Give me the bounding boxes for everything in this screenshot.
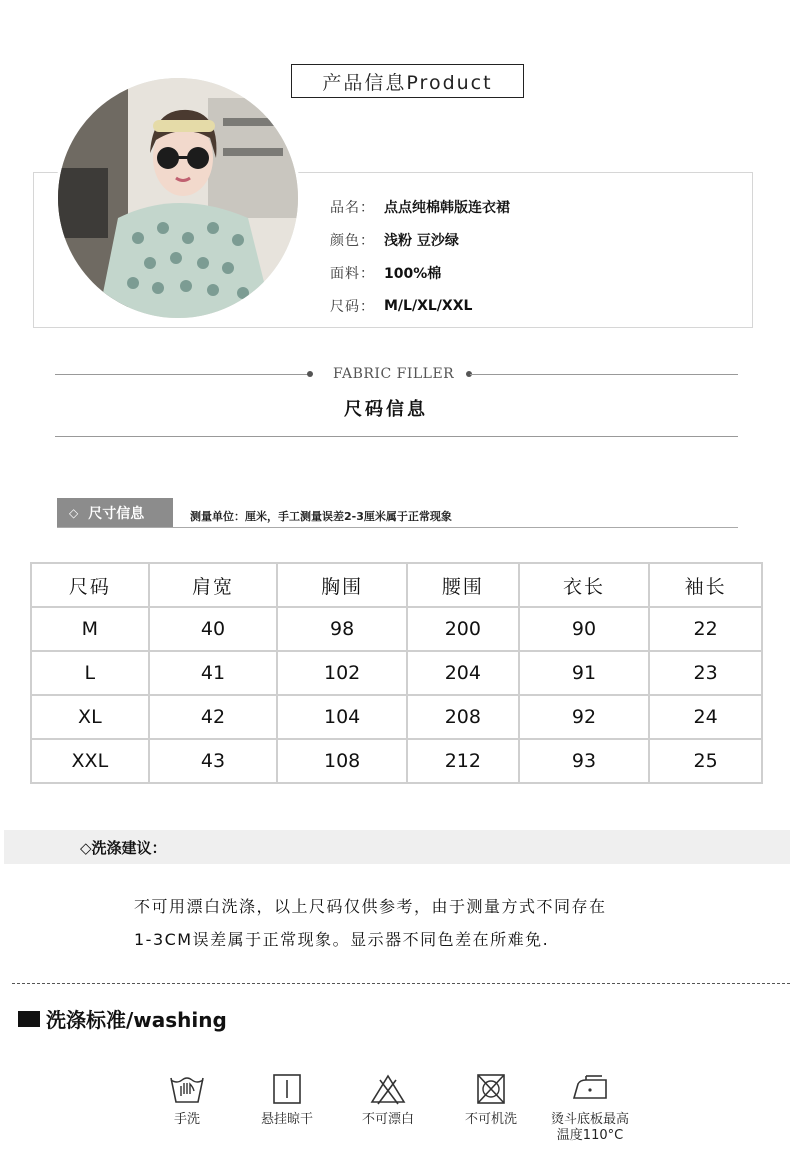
info-value: 浅粉 豆沙绿: [384, 232, 459, 249]
size-info-bar: [57, 498, 173, 528]
no-bleach-icon: [368, 1072, 408, 1106]
table-header-cell: 袖长: [649, 563, 762, 607]
table-header-cell: 肩宽: [149, 563, 278, 607]
care-item-hang-dry: [242, 1072, 332, 1128]
care-item-iron: [545, 1072, 635, 1144]
care-label: 烫斗底板最高: [550, 1112, 629, 1127]
info-row-fabric: [330, 256, 510, 289]
table-header-cell: 胸围: [277, 563, 407, 607]
size-info-underline: [57, 527, 738, 528]
info-key: 颜色：: [330, 232, 375, 249]
washing-title-text: 洗涤标准/washing: [46, 1008, 227, 1032]
table-cell: 102: [277, 651, 407, 695]
table-cell: 204: [407, 651, 519, 695]
table-cell: 208: [407, 695, 519, 739]
washing-standard-title: [18, 1004, 227, 1033]
size-info-label: 尺寸信息: [88, 506, 145, 522]
table-cell: 40: [149, 607, 278, 651]
table-cell: 23: [649, 651, 762, 695]
table-cell: 93: [519, 739, 650, 783]
divider-dot-left: [307, 371, 313, 377]
table-cell: 42: [149, 695, 278, 739]
care-label: 手洗: [173, 1112, 200, 1127]
section-title-size: 尺码信息: [344, 399, 428, 420]
table-cell: 200: [407, 607, 519, 651]
table-header-cell: 尺码: [31, 563, 149, 607]
washing-advice-bar: ◇洗涤建议：: [4, 830, 790, 864]
divider-left: [55, 374, 310, 375]
table-cell: 41: [149, 651, 278, 695]
care-label: 不可机洗: [464, 1112, 517, 1127]
table-header-row: [31, 563, 762, 607]
table-cell: 90: [519, 607, 650, 651]
table-cell: 91: [519, 651, 650, 695]
care-label: 悬挂晾干: [260, 1112, 313, 1127]
info-key: 面料：: [330, 265, 375, 282]
table-cell: 43: [149, 739, 278, 783]
table-cell: XL: [31, 695, 149, 739]
care-label: 不可漂白: [361, 1112, 414, 1127]
hand-wash-icon: [167, 1072, 207, 1106]
fabric-filler-label: FABRIC FILLER: [333, 366, 455, 382]
product-photo: [58, 78, 298, 318]
care-item-hand-wash: [142, 1072, 232, 1128]
table-cell: M: [31, 607, 149, 651]
table-cell: 24: [649, 695, 762, 739]
advice-line: 1-3CM误差属于正常现象。显示器不同色差在所难免.: [134, 930, 550, 949]
table-cell: 92: [519, 695, 650, 739]
table-cell: L: [31, 651, 149, 695]
table-cell: XXL: [31, 739, 149, 783]
care-label: 温度110°C: [556, 1128, 624, 1143]
info-key: 尺码：: [330, 298, 375, 315]
table-header-cell: 腰围: [407, 563, 519, 607]
care-item-no-machine-wash: [446, 1072, 536, 1128]
info-row-name: [330, 190, 510, 223]
no-machine-wash-icon: [471, 1072, 511, 1106]
hang-dry-icon: [267, 1072, 307, 1106]
table-cell: 98: [277, 607, 407, 651]
info-value: 点点纯棉韩版连衣裙: [384, 199, 510, 216]
iron-icon: [568, 1072, 612, 1106]
table-cell: 108: [277, 739, 407, 783]
table-header-cell: 衣长: [519, 563, 650, 607]
table-row: [31, 739, 762, 783]
info-row-size: [330, 289, 510, 322]
info-row-color: [330, 223, 510, 256]
page-title: 产品信息Product: [291, 64, 524, 98]
info-value: M/L/XL/XXL: [384, 297, 473, 314]
table-cell: 22: [649, 607, 762, 651]
divider-right: [470, 374, 738, 375]
product-info-list: [330, 190, 510, 322]
square-icon: [18, 1011, 40, 1027]
table-row: [31, 651, 762, 695]
info-key: 品名：: [330, 199, 375, 216]
table-cell: 104: [277, 695, 407, 739]
table-row: [31, 695, 762, 739]
care-item-no-bleach: [343, 1072, 433, 1128]
table-row: [31, 607, 762, 651]
dashed-divider: [12, 983, 790, 984]
size-table: [30, 562, 763, 784]
divider-bottom: [55, 436, 738, 437]
table-cell: 212: [407, 739, 519, 783]
diamond-icon: ◇: [69, 506, 79, 520]
table-cell: 25: [649, 739, 762, 783]
measure-note: 测量单位：厘米，手工测量误差2-3厘米属于正常现象: [190, 510, 452, 523]
washing-advice-text: [134, 890, 694, 956]
advice-line: 不可用漂白洗涤，以上尺码仅供参考，由于测量方式不同存在: [134, 897, 607, 916]
info-value: 100%棉: [384, 265, 442, 282]
